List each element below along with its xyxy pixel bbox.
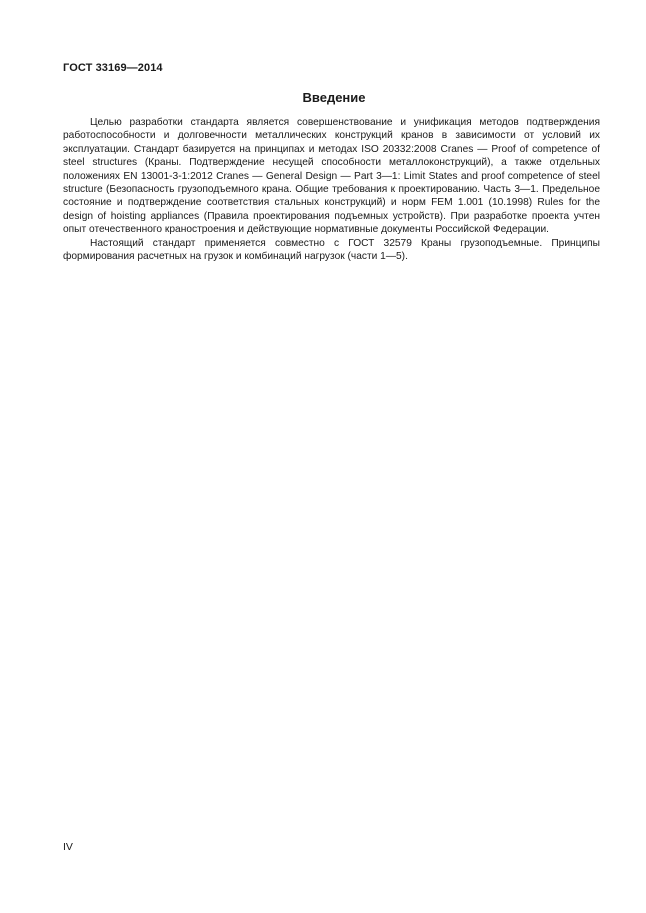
standard-code-header: ГОСТ 33169—2014 [63,62,163,74]
paragraph-purpose: Целью разработки стандарта является совершенствование и унификация методов подтверждения работоспособности и долговечности металлических конструкций кранов в зависимости от условий их эксплуатации. Стандарт базируется на принципах и методах ISO 20332:2008 Cranes — Proof of competence of steel structures (Краны. Подтверждение несущей способности металлоконструкций), а также отдельных положениях EN 13001-3-1:2012 Cranes — General Design — Part 3—1: Limit States and proof competence of steel structure (Безопасность грузоподъемного крана. Общие требования к проектированию. Часть 3—1. Предельное состояние и подтверждение соответствия стальных конструкций) и норм FEM 1.001 (10.1998) Rules for the design of hoisting appliances (Правила проектирования подъемных устройств). При разработке проекта учтен опыт отечественного краностроения и действующие нормативные документы Российской Федерации. [63,117,600,236]
body-text [63,116,600,263]
section-title: Введение [302,90,366,105]
paragraph-application: Настоящий стандарт применяется совместно с ГОСТ 32579 Краны грузоподъемные. Принципы формирования расчетных на грузок и комбинаций нагрузок (части 1—5). [63,237,600,263]
page-number: IV [63,841,73,853]
